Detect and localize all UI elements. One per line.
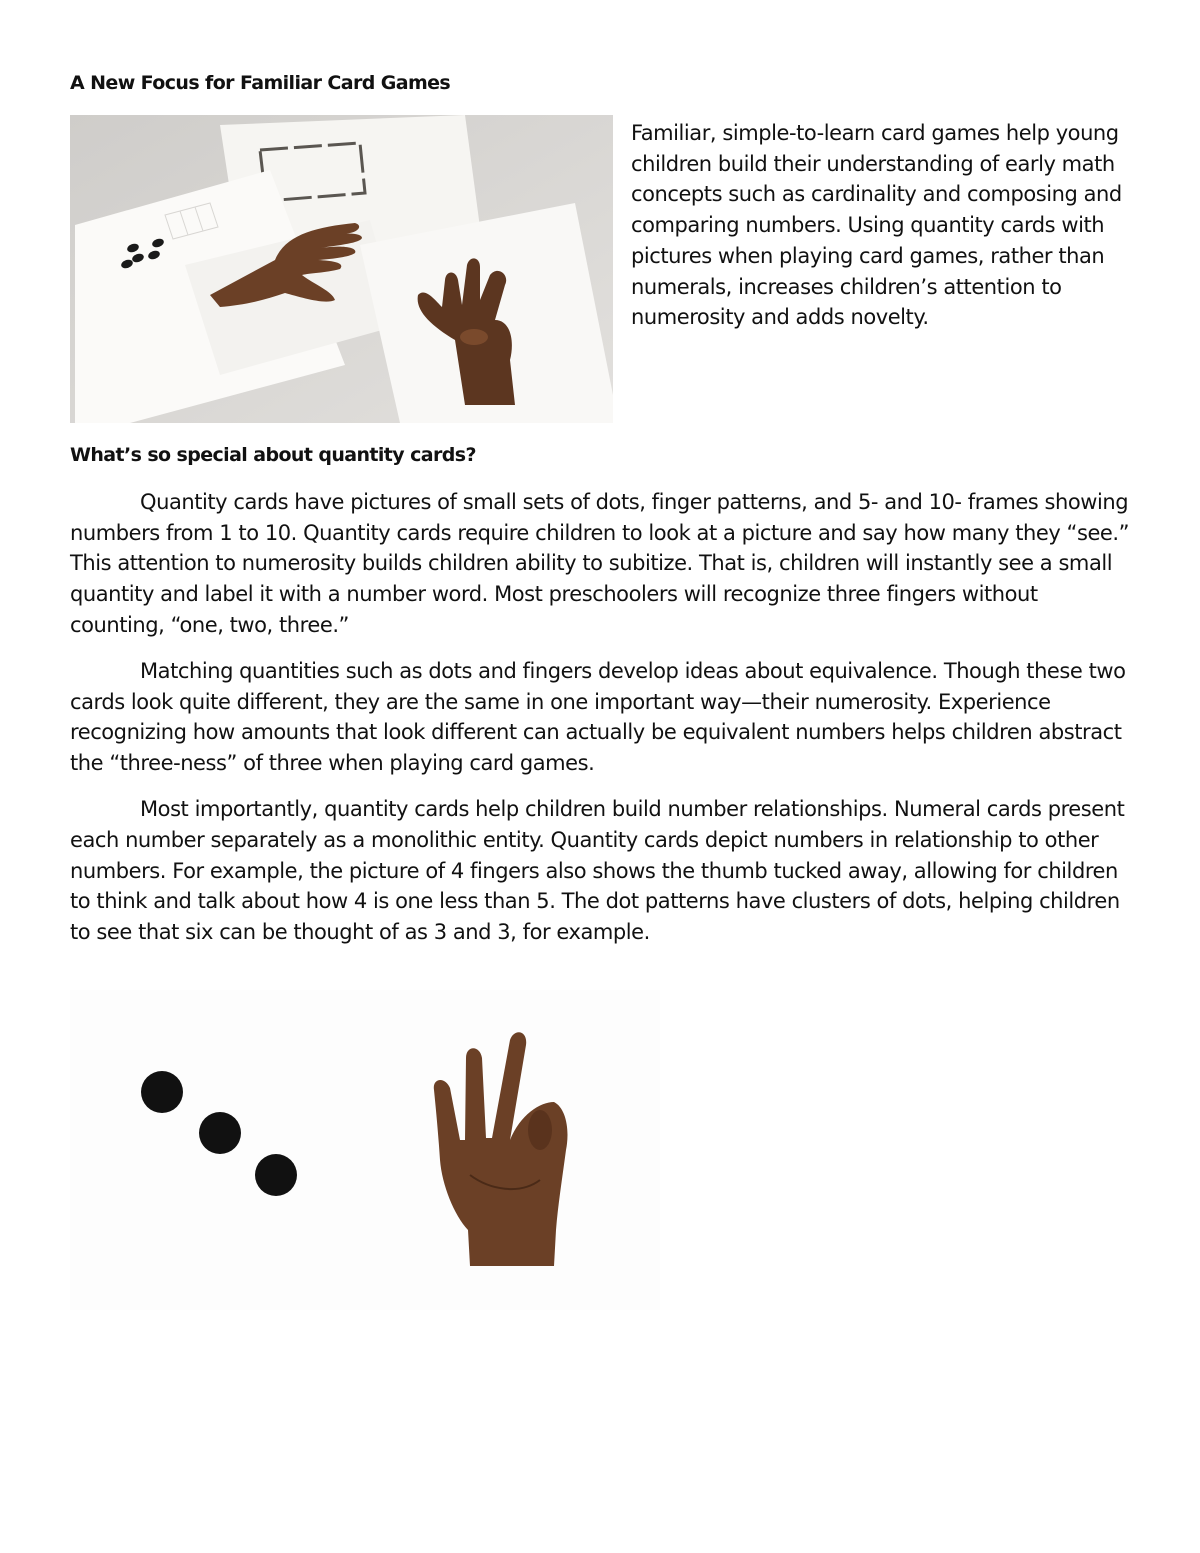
dot-3 bbox=[255, 1154, 297, 1196]
figure-background bbox=[70, 990, 660, 1310]
document-title: A New Focus for Familiar Card Games bbox=[70, 72, 451, 94]
section-heading: What’s so special about quantity cards? bbox=[70, 444, 476, 466]
equivalence-illustration bbox=[70, 990, 660, 1310]
quantity-cards-photo-illustration bbox=[70, 115, 613, 423]
paragraph-relationships: Most importantly, quantity cards help children build number relationships. Numeral cards present each number separately as a monolithic entity. Quantity cards depict numbers in relationship to other numbers. For example, the picture of 4 fingers also shows the thumb tucked away, allowing for children to think and talk about how 4 is one less than 5. The dot patterns have clusters of dots, helping children to see that six can be thought of as 3 and 3, for example. bbox=[70, 797, 1125, 945]
body-text bbox=[70, 487, 1130, 963]
quantity-cards-photo bbox=[70, 115, 613, 423]
dot-2 bbox=[199, 1112, 241, 1154]
paragraph-equivalence: Matching quantities such as dots and fingers develop ideas about equivalence. Though these two cards look quite different, they are the same in one important way—their numerosity. Experience recognizing how amounts that look different can actually be equivalent numbers helps children abstract the “three-ness” of three when playing card games. bbox=[70, 659, 1126, 776]
intro-paragraph: Familiar, simple-to-learn card games help young children build their understanding of early math concepts such as cardinality and composing and comparing numbers. Using quantity cards with pictures when playing card games, rather than numerals, increases children’s attention to numerosity and adds novelty. bbox=[631, 121, 1122, 330]
three-dots-and-fingers-figure bbox=[70, 990, 660, 1310]
paragraph-subitizing: Quantity cards have pictures of small sets of dots, finger patterns, and 5- and 10- frames showing numbers from 1 to 10. Quantity cards require children to look at a picture and say how many they “see.” This attention to numerosity builds children ability to subitize. That is, children will instantly see a small quantity and label it with a number word. Most preschoolers will recognize three fingers without counting, “one, two, three.” bbox=[70, 490, 1130, 637]
dot-1 bbox=[141, 1071, 183, 1113]
